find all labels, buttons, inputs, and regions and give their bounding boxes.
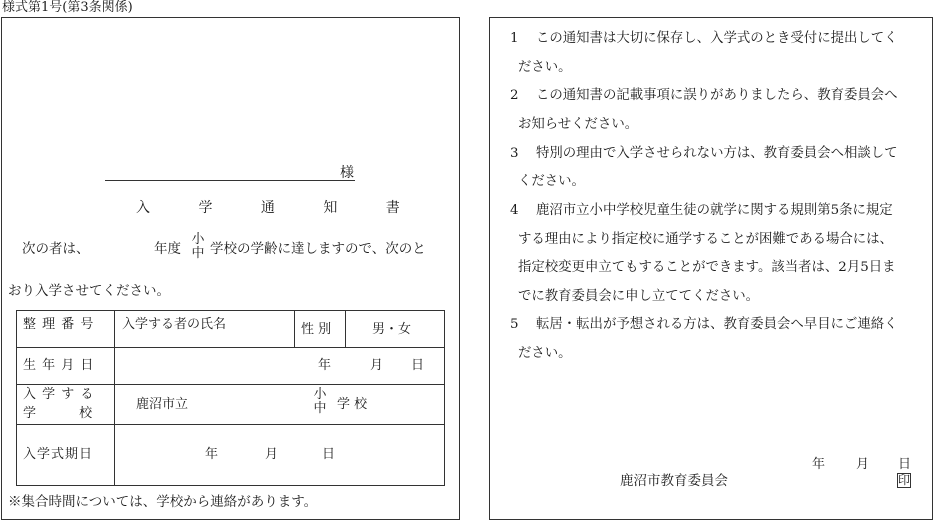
- addressee-suffix: 様: [340, 165, 354, 181]
- intro-text-middle: 学校の学齢に達しますので、次のと: [210, 241, 426, 257]
- ceremony-day[interactable]: 日: [322, 447, 336, 462]
- dob-day[interactable]: 日: [411, 358, 425, 373]
- intro-school-type: [191, 233, 205, 261]
- note-number: 2: [510, 88, 519, 103]
- ceremony-date-label: 入学式期日: [23, 447, 94, 462]
- sex-label: 性 別: [301, 322, 332, 337]
- ceremony-year[interactable]: 年: [205, 447, 219, 462]
- issue-month[interactable]: 月: [856, 457, 870, 472]
- note-text: お知らせください。: [518, 117, 639, 132]
- footnote: ※集合時間については、学校から連絡があります。: [8, 494, 318, 510]
- dob-year[interactable]: 年: [318, 358, 332, 373]
- school-label-line2: 学 校: [23, 406, 93, 421]
- school-type-elementary[interactable]: 小: [313, 387, 327, 402]
- reg-number-label: 整 理 番 号: [23, 317, 95, 332]
- note-number: 5: [510, 317, 519, 332]
- intro-year-suffix: 年度: [154, 241, 181, 257]
- note-number: 1: [510, 31, 519, 46]
- school-type-junior-high[interactable]: 中: [313, 401, 327, 416]
- school-type-junior-high: 中: [191, 246, 205, 261]
- note-text: ださい。: [518, 346, 572, 361]
- school-type-elementary: 小: [191, 232, 205, 247]
- note-text: でに教育委員会に申し立ててください。: [518, 289, 760, 304]
- note-text: 特別の理由で入学させられない方は、教育委員会へ相談して: [536, 146, 898, 161]
- note-text: ださい。: [518, 60, 572, 75]
- issuer-name: 鹿沼市教育委員会: [620, 473, 728, 489]
- school-suffix: 学 校: [337, 397, 368, 412]
- dob-label: 生 年 月 日: [23, 358, 95, 373]
- seal-stamp: 印: [898, 473, 911, 487]
- school-type-select[interactable]: [313, 388, 327, 416]
- student-name-label: 入学する者の氏名: [122, 317, 227, 332]
- note-text: 転居・転出が予想される方は、教育委員会へ早目にご連絡く: [536, 317, 898, 332]
- issue-day[interactable]: 日: [898, 457, 912, 472]
- document-title: 入 学 通 知 書: [136, 200, 422, 216]
- school-label-line1: 入 学 す る: [23, 387, 95, 402]
- note-number: 4: [510, 203, 519, 218]
- note-text: ください。: [518, 174, 585, 189]
- note-text: 指定校変更申立てもすることができます。該当者は、2月5日ま: [518, 260, 896, 275]
- intro-text-line2: おり入学させてください。: [8, 283, 170, 299]
- ceremony-month[interactable]: 月: [265, 447, 279, 462]
- form-number-label: 様式第1号(第3条関係): [2, 0, 133, 15]
- issue-year[interactable]: 年: [812, 457, 826, 472]
- school-prefix: 鹿沼市立: [136, 397, 189, 412]
- dob-month[interactable]: 月: [370, 358, 384, 373]
- note-text: この通知書は大切に保存し、入学式のとき受付に提出してく: [536, 31, 898, 46]
- addressee-line[interactable]: [105, 180, 355, 181]
- note-number: 3: [510, 146, 519, 161]
- note-text: 鹿沼市立小中学校児童生徒の就学に関する規則第5条に規定: [536, 203, 893, 218]
- note-text: この通知書の記載事項に誤りがありましたら、教育委員会へ: [536, 88, 898, 103]
- note-text: する理由により指定校に通学することが困難である場合には、: [518, 232, 893, 247]
- sex-value[interactable]: 男・女: [372, 322, 412, 337]
- intro-text-start: 次の者は、: [22, 241, 90, 257]
